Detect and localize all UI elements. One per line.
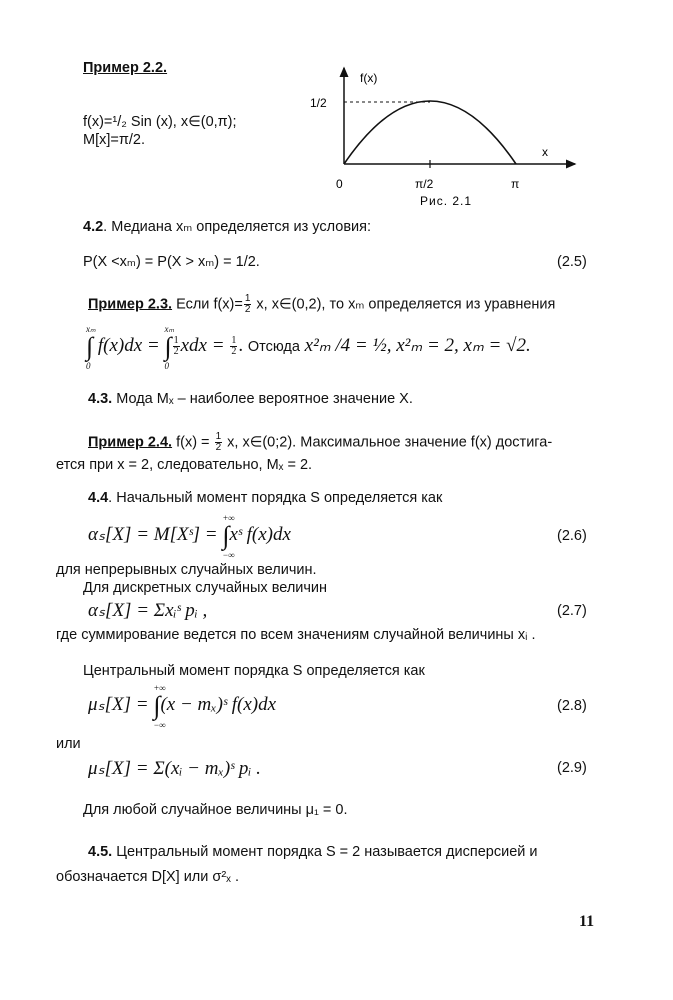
fraction-denominator: 2: [215, 442, 222, 453]
integrand-half-denominator: 2: [173, 346, 179, 358]
fraction-denominator: 2: [244, 304, 251, 315]
equation-number-2-9: (2.9): [557, 760, 587, 776]
formula-lhs: μₛ[X] =: [88, 694, 149, 715]
central-moment-intro: Центральный момент порядка S определяется как: [83, 663, 425, 679]
central-moment-continuous: [88, 682, 277, 730]
figure-2-1: [300, 60, 590, 215]
integral-upper-limit: +∞: [153, 682, 166, 693]
integrand-half: [173, 336, 180, 357]
integral-sign: ∫ +∞ −∞: [222, 512, 235, 560]
or-word: или: [56, 736, 81, 752]
example-2-4-text-a: f(x) =: [172, 434, 214, 451]
example-2-2-mean: M[x]=π/2.: [83, 132, 145, 148]
example-2-4-text-b: x, x∈(0;2). Максимальное значение f(x) достига-: [223, 434, 553, 451]
example-2-3-intro: [88, 294, 555, 315]
x-tick-pi: π: [511, 177, 520, 191]
median-condition: P(X <xₘ) = P(X > xₘ) = 1/2.: [83, 254, 260, 270]
section-text: . Начальный момент порядка S определяется как: [108, 490, 443, 506]
fraction-numerator: 1: [215, 431, 222, 442]
result-half-numerator: 1: [231, 335, 237, 347]
example-2-3-heading: Пример 2.3.: [88, 296, 173, 313]
section-4-2: [83, 219, 371, 235]
integral-sign: ∫ xₘ 0: [86, 323, 96, 371]
density-curve: [344, 101, 516, 164]
example-2-4-line1: [88, 432, 552, 453]
otsyuda-word: Отсюда: [247, 339, 300, 355]
initial-moment-continuous: [88, 512, 291, 560]
formula-integrand: xˢ f(x)dx: [229, 524, 291, 545]
section-4-5: [88, 844, 537, 860]
example-2-4-line2: ется при x = 2, следовательно, Mₓ = 2.: [56, 457, 313, 473]
integral-upper-limit: xₘ: [86, 323, 96, 334]
integral-rhs: xdx =: [180, 335, 225, 356]
example-2-3-text-a: Если f(x)=: [172, 296, 243, 313]
result-half: [230, 336, 237, 357]
integral-lower-limit: −∞: [153, 719, 166, 730]
integral-2-lower-limit: 0: [164, 360, 169, 371]
integral-sign-2: ∫ xₘ 0: [164, 323, 175, 371]
formula-integrand: (x − mₓ)ˢ f(x)dx: [160, 694, 277, 715]
discrete-note: Для дискретных случайных величин: [83, 580, 328, 596]
equation-number-2-6: (2.6): [557, 528, 587, 544]
figure-caption: Рис. 2.1: [420, 194, 473, 208]
example-2-4-heading: Пример 2.4.: [88, 434, 173, 451]
y-tick-half: 1/2: [310, 96, 327, 110]
first-central-moment-note: Для любой случайное величины μ₁ = 0.: [83, 802, 348, 818]
variance-notation: обозначается D[X] или σ²ₓ .: [56, 869, 239, 885]
integral-lower-limit: 0: [86, 360, 91, 371]
fraction-numerator: 1: [244, 293, 251, 304]
section-4-3: [88, 391, 413, 407]
integral-upper-limit: +∞: [222, 512, 235, 523]
section-text: . Медиана xₘ определяется из условия:: [103, 219, 372, 235]
section-number: 4.2: [83, 219, 104, 235]
integral-sign: ∫ +∞ −∞: [153, 682, 166, 730]
x-tick-pi-half: π/2: [415, 177, 434, 191]
x-tick-zero: 0: [336, 177, 343, 191]
half-fraction: [215, 432, 223, 453]
integral-lower-limit: −∞: [222, 549, 235, 560]
example-2-3-text-b: x, x∈(0,2), то xₘ определяется из уравнения: [252, 296, 556, 313]
result-half-denominator: 2: [231, 346, 237, 358]
initial-moment-discrete: αₛ[X] = Σxᵢˢ pᵢ ,: [88, 600, 208, 621]
x-axis-label: x: [542, 145, 548, 159]
example-2-2-density: f(x)=¹/₂ Sin (x), x∈(0,π);: [83, 114, 237, 130]
half-fraction: [244, 294, 252, 315]
integrand-half-numerator: 1: [173, 335, 179, 347]
example-2-3-equation: ∫ xₘ 0 f(x)dx = ∫ xₘ 0 $\frac{1}{2}$ xdx = $\frac{1}{2}$ . Отсюда x²ₘ /4 = ½, x²ₘ = 2, xₘ = √2.: [86, 323, 531, 371]
central-moment-discrete: μₛ[X] = Σ(xᵢ − mₓ)ˢ pᵢ .: [88, 758, 261, 779]
formula-lhs: αₛ[X] = M[Xˢ] =: [88, 524, 218, 545]
equation-number-2-8: (2.8): [557, 698, 587, 714]
summation-note: где суммирование ведется по всем значениям случайной величины xᵢ .: [56, 627, 536, 643]
section-number: 4.5.: [88, 844, 113, 860]
equation-number-2-5: (2.5): [557, 254, 587, 270]
example-2-2-heading: Пример 2.2.: [83, 60, 168, 76]
section-4-4: [88, 490, 442, 506]
median-result: x²ₘ /4 = ½, x²ₘ = 2, xₘ = √2.: [304, 335, 531, 356]
equation-number-2-7: (2.7): [557, 603, 587, 619]
section-text: Центральный момент порядка S = 2 называется дисперсией и: [112, 844, 538, 860]
section-text: Мода Mₓ – наиболее вероятное значение X.: [112, 391, 413, 407]
section-number: 4.3.: [88, 391, 113, 407]
integral-lhs: f(x)dx =: [97, 335, 160, 356]
continuous-note: для непрерывных случайных величин.: [56, 562, 317, 578]
page-number: 11: [579, 913, 595, 930]
integral-2-upper-limit: xₘ: [164, 323, 175, 334]
y-axis-label: f(x): [360, 71, 378, 85]
section-number: 4.4: [88, 490, 109, 506]
